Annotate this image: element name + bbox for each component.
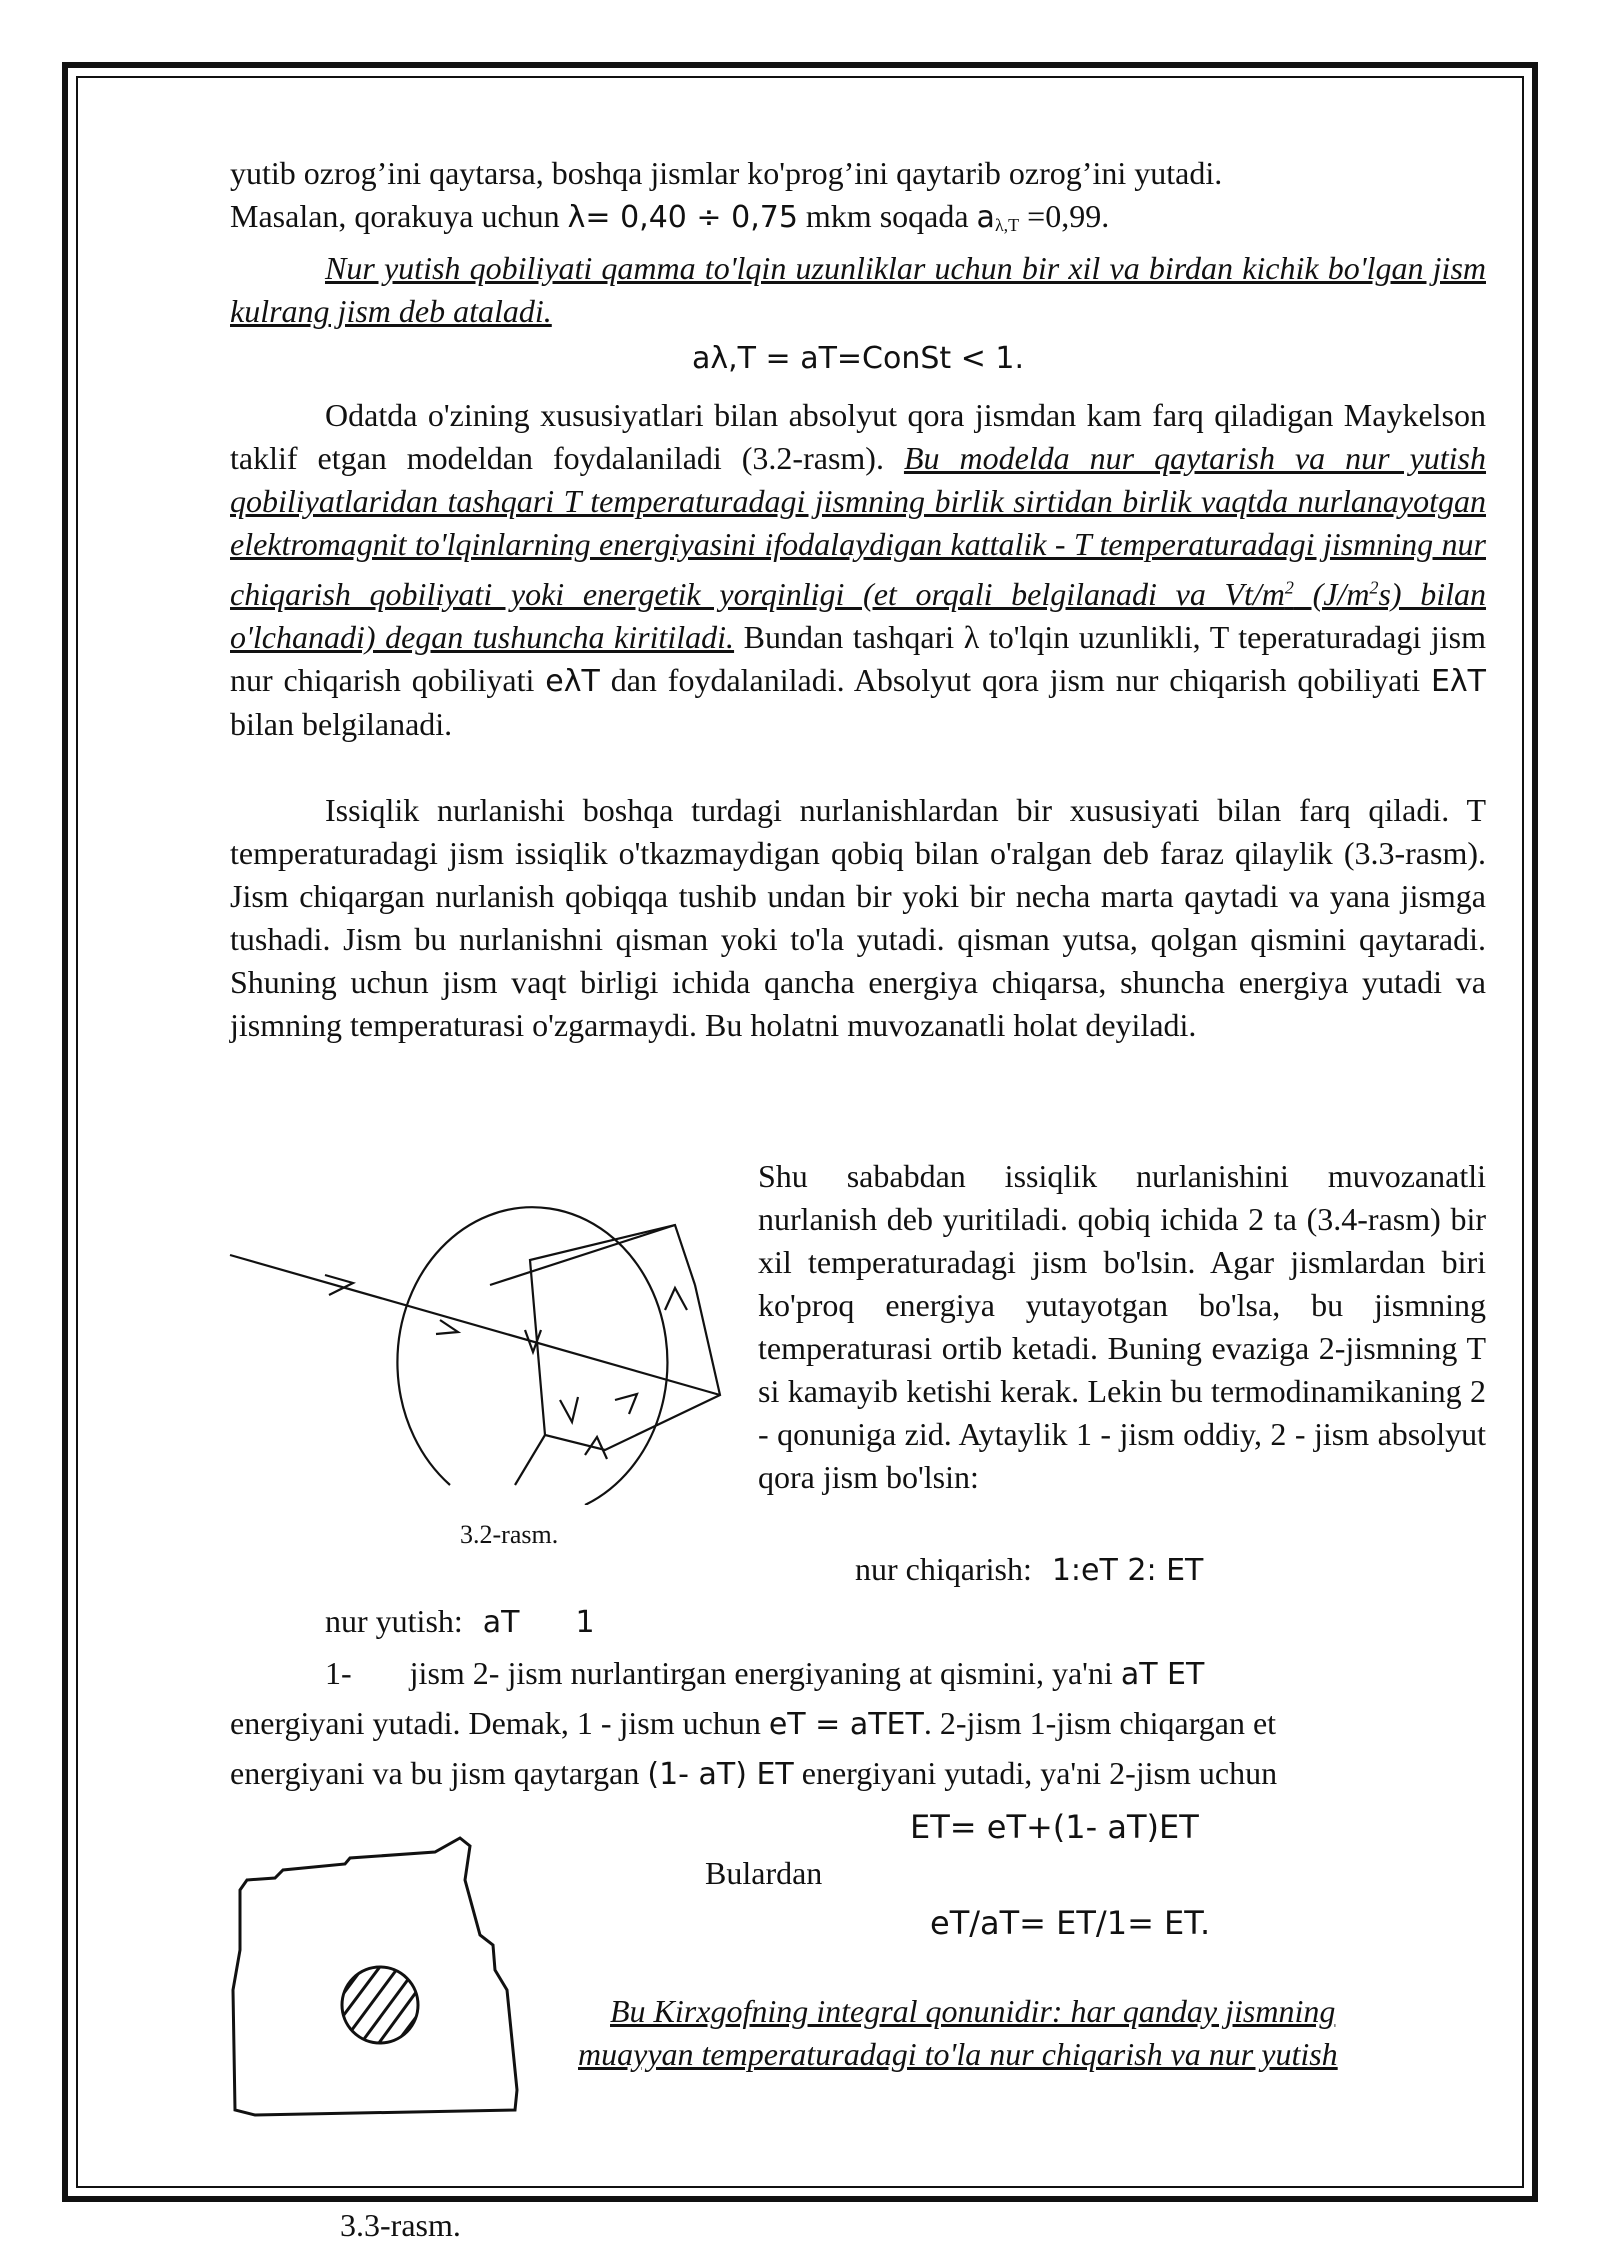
line-3 (230, 1752, 1277, 1796)
para3: Issiqlik nurlanishi boshqa turdagi nurlanishlardan bir xususiyati bilan farq qiladi. T temperaturadagi jism issiqlik o'tkazmaydigan qobiq bilan o'ralgan deb faraz qilaylik (3.3-rasm). Jism chiqargan nurlanish qobiqqa tushib undan bir yoki bir necha marta qaytadi va yana jismga tushadi. Jism bu nurlanishni qisman yoki to'la yutadi. qisman yutsa, qolgan qismini qaytaradi. Shuning uchun jism vaqt birligi ichida qancha energiya chiqarsa, shuncha energiya yutadi va jismning temperaturasi o'zgarmaydi. Bu holatni muvozanatli holat deyiladi. (230, 791, 1486, 1043)
para2-ul-3: s) bilan o'lchanadi) degan tushuncha kiritiladi. (230, 575, 1487, 655)
para2-text-c: dan foydalaniladi. Absolyut qora jism nur chiqarish qobiliyati (599, 661, 1431, 698)
absorb-symbol: a (976, 200, 995, 235)
line-3-symbol: (1- aT) ET (647, 1757, 794, 1792)
right-column-text: Shu sababdan issiqlik nurlanishini muvozanatli nurlanish deb yuritiladi. qobiq ichida 2 ta (3.4-rasm) bir xil temperaturadagi jism bo'lsin. Agar jismlardan biri ko'proq energiya yutayotgan bo'lsa, bu jismning temperaturasi ortib ketadi. Buning evaziga 2-jismning T si kamayib ketishi kerak. Lekin bu termodinamikaning 2 - qonuniga zid. Aytaylik 1 - jism oddiy, 2 - jism absolyut qora jism bo'lsin: (758, 1158, 1486, 1495)
para2-text-a: Odatda o'zining xususiyatlari bilan absolyut qora jismdan kam farq qiladigan Maykelson taklif etgan modeldan foydalaniladi (3.2-rasm). (230, 397, 1486, 476)
line-3-text-b: energiyani yutadi, ya'ni 2-jism uchun (793, 1755, 1278, 1791)
absorb-subscript: λ,T (994, 215, 1020, 235)
para2-text-d: bilan belgilanadi. (230, 705, 453, 742)
line-1 (325, 1652, 1204, 1696)
emission-line (855, 1548, 1203, 1592)
arrow-icon (436, 1320, 458, 1334)
para2-underlined: Bu modelda nur qaytarish va nur yutish qobiliyatlaridan tashqari T temperaturadagi jismning birlik sirtidan birlik vaqtda nurlanayotgan elektromagnit to'lqinlarning energiyasini ifodalaydigan kattalik - T temperaturadagi jismning nur chiqarish qobiliyati yoki energetik yorqinligi (et orqali belgilanadi va $Vt/m^2$ $(J/m^2s)$ bilan o'lchanadi) degan tushuncha kiritiladi. (230, 440, 1487, 655)
bulardan-text: Bulardan (705, 1855, 823, 1891)
line-2 (230, 1702, 1276, 1746)
line-2-text-b: . 2-jism 1-jism chiqargan et (923, 1705, 1277, 1741)
blackbody-symbol-lambda: EλT (1430, 663, 1487, 699)
kirchhoff-line-2: muayyan temperaturadagi to'la nur chiqarish va nur yutish (578, 2036, 1338, 2072)
figure-3-2-cavity (225, 1185, 745, 1505)
line-2-text-a: energiyani yutadi. Demak, 1 - jism uchun (230, 1705, 769, 1741)
arrow-icon (615, 1394, 637, 1414)
absorption-line (325, 1600, 595, 1644)
lambda-range: λ= 0,40 ÷ 0,75 (567, 200, 798, 235)
emission-values: 1:eT 2: ET (1051, 1553, 1204, 1588)
para2 (230, 394, 1486, 746)
line-1-text: jism 2- jism nurlantirgan energiyaning at qismini, ya'ni (409, 1655, 1121, 1691)
para2-text-b: Bundan tashqari λ to'lqin uzunlikli, T teperaturadagi jism nur chiqarish qobiliyati (230, 618, 1487, 698)
inner-ray (490, 1225, 675, 1285)
inner-ray-2 (515, 1435, 545, 1485)
caption-3-2: 3.2-rasm. (460, 1520, 559, 1549)
arrow-icon (665, 1288, 687, 1310)
absorption-label: nur yutish: (325, 1603, 463, 1639)
reflected-rays (530, 1225, 720, 1450)
enclosure-outline (233, 1838, 517, 2115)
para1-line2 (230, 195, 1486, 247)
incident-ray (230, 1255, 720, 1395)
arrow-icon (560, 1397, 578, 1422)
figure-3-3-enclosure (225, 1830, 565, 2120)
absorption-value-2: 1 (575, 1605, 595, 1640)
kirchhoff-line-1: Bu Kirxgofning integral qonunidir: har qanday jismning (610, 1993, 1336, 2029)
line-1-num: 1- (325, 1655, 352, 1691)
caption-3-3: 3.3-rasm. (340, 2207, 461, 2243)
balance-formula: ET= eT+(1- aT)ET (910, 1808, 1199, 1846)
para1-text-b: mkm soqada (797, 198, 977, 234)
para2-ul-2: (J/m (1293, 575, 1370, 612)
gray-body-definition: Nur yutish qobiliyati qamma to'lqin uzunliklar uchun bir xil va birdan kichik bo'lgan jism kulrang jism deb ataladi. (230, 250, 1486, 329)
gray-body-formula: aλ,T = aT=ConSt < 1. (691, 341, 1024, 376)
main-text (230, 152, 1486, 1047)
para1-text-c: =0,99. (1019, 198, 1110, 234)
absorption-value-1: aT (482, 1605, 520, 1640)
para2-ul-1: Bu modelda nur qaytarish va nur yutish qobiliyatlaridan tashqari T temperaturadagi jismning birlik sirtidan birlik vaqtda nurlanayotgan elektromagnit to'lqinlarning energiyasini ifodalaydigan kattalik - T temperaturadagi jismning nur chiqarish qobiliyati yoki energetik yorqinligi (et orqali belgilanadi va Vt/m (230, 440, 1487, 612)
line-1-symbol: aT ET (1120, 1657, 1205, 1692)
para1-line1: yutib ozrog’ini qaytarsa, boshqa jismlar ko'prog’ini qaytarib ozrog’ini yutadi. (230, 155, 1223, 191)
para1-text-a: Masalan, qorakuya uchun (230, 198, 568, 234)
result-formula: eT/aT= ET/1= ET. (930, 1904, 1211, 1942)
emission-label: nur chiqarish: (855, 1551, 1032, 1587)
emit-symbol-lambda: eλT (545, 663, 600, 699)
line-2-symbol: eT = aTET (768, 1707, 924, 1742)
line-3-text-a: energiyani va bu jism qaytargan (230, 1755, 648, 1791)
cavity-circle (397, 1207, 667, 1505)
